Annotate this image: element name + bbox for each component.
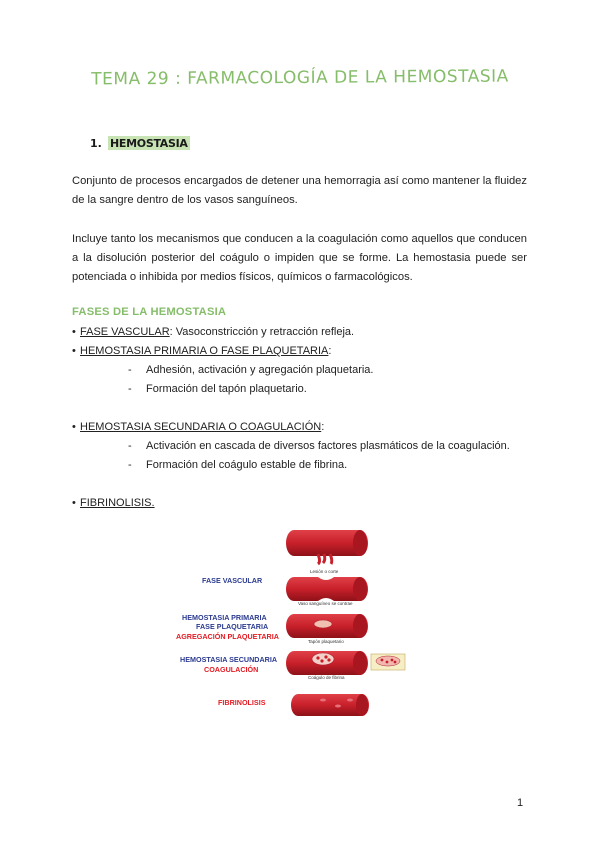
label-fase-plaquetaria: FASE PLAQUETARIA xyxy=(196,622,269,631)
label-hemostasia-primaria: HEMOSTASIA PRIMARIA xyxy=(182,613,267,622)
label-agregacion: AGREGACIÓN PLAQUETARIA xyxy=(176,632,279,641)
sub-item-text: Adhesión, activación y agregación plaquetaria. xyxy=(146,364,374,376)
sub-item-text: Formación del coágulo estable de fibrina. xyxy=(146,459,348,471)
paragraph-mechanisms: Incluye tanto los mecanismos que conducen a la coagulación como aquellos que conducen a la disolución posterior del coágulo o impiden que se forme. La hemostasia puede ser potenciada o inhibida por medios físicos, químicos o farmacológicos. xyxy=(72,233,527,283)
vessel-secundaria xyxy=(180,651,405,680)
bullet: • xyxy=(72,497,76,509)
sub-item: - Formación del tapón plaquetario. xyxy=(128,383,307,395)
bullet: • xyxy=(72,326,76,338)
phase-label: FIBRINOLISIS. xyxy=(80,497,155,509)
sub-item-text: Activación en cascada de diversos factores plasmáticos de la coagulación. xyxy=(146,440,510,452)
hemostasis-diagram xyxy=(160,520,440,725)
phase-text: : Vasoconstricción y retracción refleja. xyxy=(169,326,355,338)
vessel-fibrinolisis xyxy=(218,694,369,716)
page-title: TEMA 29 : FARMACOLOGÍA DE LA HEMOSTASIA xyxy=(91,66,509,90)
vessel-vascular xyxy=(202,576,368,606)
sub-item-text: Formación del tapón plaquetario. xyxy=(146,383,307,395)
sub-item: - Activación en cascada de diversos factores plasmáticos de la coagulación. xyxy=(128,440,510,452)
sub-item: - Formación del coágulo estable de fibrina. xyxy=(128,459,348,471)
sub-item: - Adhesión, activación y agregación plaquetaria. xyxy=(128,364,374,376)
phase-item-vascular xyxy=(72,326,354,338)
section-number: 1. xyxy=(90,137,102,150)
phase-text: : xyxy=(321,421,325,433)
label-hemostasia-secundaria: HEMOSTASIA SECUNDARIA xyxy=(180,655,278,664)
section-heading xyxy=(90,137,190,150)
label-fibrinolisis: FIBRINOLISIS xyxy=(218,698,266,707)
phase-label: HEMOSTASIA PRIMARIA O FASE PLAQUETARIA xyxy=(80,345,329,357)
phase-item-secundaria xyxy=(72,421,324,433)
page-number: 1 xyxy=(517,797,524,809)
caption-coagulo: Coágulo de fibrina xyxy=(308,675,345,680)
phase-label: HEMOSTASIA SECUNDARIA O COAGULACIÓN xyxy=(80,421,322,433)
vessel-lesion xyxy=(286,530,368,574)
caption-vaso: Vaso sanguíneo se contrae xyxy=(298,601,353,606)
phase-text: : xyxy=(328,345,332,357)
label-fase-vascular: FASE VASCULAR xyxy=(202,576,263,585)
vessel-primaria xyxy=(176,613,368,644)
caption-tapon: Tapón plaquetario xyxy=(308,639,344,644)
section-heading-text: HEMOSTASIA xyxy=(110,137,188,150)
phases-heading: FASES DE LA HEMOSTASIA xyxy=(72,306,227,318)
phase-label: FASE VASCULAR xyxy=(80,326,170,338)
bullet: • xyxy=(72,421,76,433)
phase-item-fibrinolisis xyxy=(72,497,155,509)
caption-lesion: Lesión o corte xyxy=(310,569,339,574)
bullet: • xyxy=(72,345,76,357)
paragraph-definition: Conjunto de procesos encargados de detener una hemorragia así como mantener la fluidez de la sangre dentro de los vasos sanguíneos. xyxy=(72,175,527,206)
phase-item-primaria xyxy=(72,345,331,357)
label-coagulacion: COAGULACIÓN xyxy=(204,665,259,674)
